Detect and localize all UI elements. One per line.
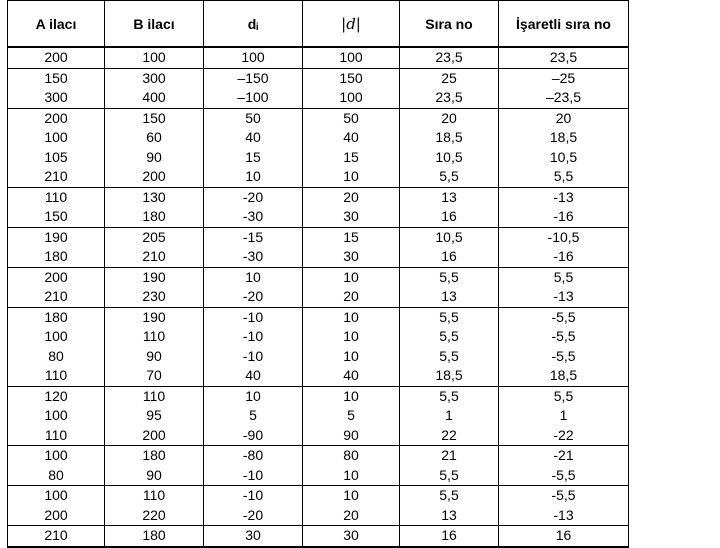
table-row <box>8 68 629 88</box>
cell-di: 50 <box>204 108 303 128</box>
cell-abs-d: 30 <box>303 207 400 227</box>
data-table-container <box>7 0 629 548</box>
cell-a-ilaci: 150 <box>8 68 105 88</box>
cell-a-ilaci: 200 <box>8 506 105 526</box>
cell-a-ilaci: 210 <box>8 287 105 307</box>
cell-a-ilaci: 110 <box>8 187 105 207</box>
table-row <box>8 167 629 187</box>
table-row <box>8 247 629 267</box>
cell-b-ilaci: 60 <box>105 128 204 148</box>
cell-sira-no: 16 <box>400 207 499 227</box>
cell-sira-no: 20 <box>400 108 499 128</box>
cell-b-ilaci: 210 <box>105 247 204 267</box>
cell-b-ilaci: 230 <box>105 287 204 307</box>
header-isaretli-sira-no: İşaretli sıra no <box>499 1 629 48</box>
cell-di: 30 <box>204 526 303 547</box>
cell-isaretli-sira-no: 10,5 <box>499 148 629 168</box>
header-a-ilaci: A ilacı <box>8 1 105 48</box>
cell-sira-no: 5,5 <box>400 307 499 327</box>
cell-abs-d: 150 <box>303 68 400 88</box>
table-row <box>8 426 629 446</box>
table-row <box>8 446 629 466</box>
table-row <box>8 466 629 486</box>
header-row <box>8 1 629 48</box>
cell-b-ilaci: 190 <box>105 267 204 287</box>
cell-di: -30 <box>204 247 303 267</box>
table-row <box>8 47 629 68</box>
table-row <box>8 506 629 526</box>
cell-isaretli-sira-no: 18,5 <box>499 366 629 386</box>
table-row <box>8 366 629 386</box>
cell-abs-d: 10 <box>303 486 400 506</box>
rank-table <box>7 0 629 548</box>
cell-di: 100 <box>204 47 303 68</box>
cell-abs-d: 10 <box>303 347 400 367</box>
cell-a-ilaci: 100 <box>8 128 105 148</box>
cell-isaretli-sira-no: -5,5 <box>499 466 629 486</box>
cell-isaretli-sira-no: 20 <box>499 108 629 128</box>
table-row <box>8 227 629 247</box>
cell-b-ilaci: 400 <box>105 88 204 108</box>
cell-a-ilaci: 100 <box>8 327 105 347</box>
table-row <box>8 307 629 327</box>
cell-isaretli-sira-no: -5,5 <box>499 327 629 347</box>
cell-sira-no: 23,5 <box>400 88 499 108</box>
table-row <box>8 207 629 227</box>
table-row <box>8 287 629 307</box>
cell-sira-no: 5,5 <box>400 267 499 287</box>
cell-b-ilaci: 70 <box>105 366 204 386</box>
table-row <box>8 486 629 506</box>
cell-di: –100 <box>204 88 303 108</box>
cell-isaretli-sira-no: -5,5 <box>499 347 629 367</box>
cell-di: -20 <box>204 187 303 207</box>
cell-a-ilaci: 110 <box>8 426 105 446</box>
cell-isaretli-sira-no: -5,5 <box>499 307 629 327</box>
cell-abs-d: 90 <box>303 426 400 446</box>
cell-b-ilaci: 180 <box>105 526 204 547</box>
cell-a-ilaci: 180 <box>8 247 105 267</box>
cell-a-ilaci: 80 <box>8 347 105 367</box>
cell-b-ilaci: 90 <box>105 466 204 486</box>
cell-di: 5 <box>204 406 303 426</box>
cell-abs-d: 20 <box>303 287 400 307</box>
cell-di: 10 <box>204 386 303 406</box>
cell-isaretli-sira-no: -21 <box>499 446 629 466</box>
cell-sira-no: 16 <box>400 247 499 267</box>
cell-isaretli-sira-no: 5,5 <box>499 386 629 406</box>
cell-di: -10 <box>204 486 303 506</box>
cell-sira-no: 13 <box>400 187 499 207</box>
cell-sira-no: 13 <box>400 287 499 307</box>
cell-sira-no: 21 <box>400 446 499 466</box>
cell-a-ilaci: 210 <box>8 526 105 547</box>
cell-b-ilaci: 180 <box>105 207 204 227</box>
cell-sira-no: 18,5 <box>400 366 499 386</box>
cell-b-ilaci: 200 <box>105 167 204 187</box>
cell-b-ilaci: 130 <box>105 187 204 207</box>
cell-isaretli-sira-no: -13 <box>499 187 629 207</box>
cell-sira-no: 18,5 <box>400 128 499 148</box>
cell-di: -30 <box>204 207 303 227</box>
cell-di: -80 <box>204 446 303 466</box>
cell-abs-d: 40 <box>303 128 400 148</box>
cell-abs-d: 30 <box>303 247 400 267</box>
cell-abs-d: 100 <box>303 47 400 68</box>
cell-a-ilaci: 100 <box>8 486 105 506</box>
cell-b-ilaci: 110 <box>105 486 204 506</box>
cell-isaretli-sira-no: -5,5 <box>499 486 629 506</box>
cell-b-ilaci: 200 <box>105 426 204 446</box>
cell-di: -20 <box>204 506 303 526</box>
cell-a-ilaci: 300 <box>8 88 105 108</box>
cell-sira-no: 22 <box>400 426 499 446</box>
table-body <box>8 47 629 547</box>
header-abs-d <box>303 1 400 48</box>
cell-di: -10 <box>204 466 303 486</box>
cell-di: -10 <box>204 327 303 347</box>
cell-a-ilaci: 110 <box>8 366 105 386</box>
cell-isaretli-sira-no: -13 <box>499 287 629 307</box>
table-row <box>8 187 629 207</box>
cell-b-ilaci: 205 <box>105 227 204 247</box>
cell-di: –150 <box>204 68 303 88</box>
cell-a-ilaci: 200 <box>8 47 105 68</box>
cell-a-ilaci: 180 <box>8 307 105 327</box>
cell-di: 15 <box>204 148 303 168</box>
cell-di: -15 <box>204 227 303 247</box>
cell-di: 10 <box>204 267 303 287</box>
cell-abs-d: 10 <box>303 327 400 347</box>
table-row <box>8 148 629 168</box>
cell-a-ilaci: 105 <box>8 148 105 168</box>
cell-sira-no: 10,5 <box>400 148 499 168</box>
cell-isaretli-sira-no: 18,5 <box>499 128 629 148</box>
cell-sira-no: 16 <box>400 526 499 547</box>
cell-isaretli-sira-no: 16 <box>499 526 629 547</box>
cell-abs-d: 10 <box>303 167 400 187</box>
cell-a-ilaci: 120 <box>8 386 105 406</box>
cell-abs-d: 10 <box>303 307 400 327</box>
cell-abs-d: 15 <box>303 148 400 168</box>
cell-abs-d: 20 <box>303 506 400 526</box>
cell-b-ilaci: 220 <box>105 506 204 526</box>
cell-abs-d: 5 <box>303 406 400 426</box>
cell-sira-no: 5,5 <box>400 466 499 486</box>
cell-isaretli-sira-no: –25 <box>499 68 629 88</box>
cell-sira-no: 5,5 <box>400 167 499 187</box>
cell-a-ilaci: 200 <box>8 108 105 128</box>
table-row <box>8 267 629 287</box>
cell-a-ilaci: 150 <box>8 207 105 227</box>
cell-b-ilaci: 90 <box>105 148 204 168</box>
cell-abs-d: 10 <box>303 386 400 406</box>
table-row <box>8 108 629 128</box>
table-row <box>8 128 629 148</box>
cell-isaretli-sira-no: –23,5 <box>499 88 629 108</box>
cell-isaretli-sira-no: 5,5 <box>499 267 629 287</box>
cell-a-ilaci: 190 <box>8 227 105 247</box>
cell-abs-d: 100 <box>303 88 400 108</box>
cell-a-ilaci: 210 <box>8 167 105 187</box>
cell-sira-no: 5,5 <box>400 386 499 406</box>
header-b-ilaci: B ilacı <box>105 1 204 48</box>
table-header <box>8 1 629 48</box>
cell-abs-d: 40 <box>303 366 400 386</box>
cell-abs-d: 80 <box>303 446 400 466</box>
header-abs-d-label: |d| <box>341 14 361 33</box>
table-row <box>8 386 629 406</box>
table-row <box>8 327 629 347</box>
cell-di: 40 <box>204 128 303 148</box>
cell-sira-no: 1 <box>400 406 499 426</box>
cell-sira-no: 5,5 <box>400 486 499 506</box>
cell-a-ilaci: 100 <box>8 446 105 466</box>
cell-sira-no: 25 <box>400 68 499 88</box>
cell-b-ilaci: 180 <box>105 446 204 466</box>
cell-a-ilaci: 100 <box>8 406 105 426</box>
cell-isaretli-sira-no: -16 <box>499 207 629 227</box>
cell-sira-no: 13 <box>400 506 499 526</box>
cell-b-ilaci: 100 <box>105 47 204 68</box>
cell-abs-d: 50 <box>303 108 400 128</box>
cell-isaretli-sira-no: -22 <box>499 426 629 446</box>
cell-abs-d: 15 <box>303 227 400 247</box>
cell-abs-d: 10 <box>303 466 400 486</box>
cell-sira-no: 23,5 <box>400 47 499 68</box>
cell-a-ilaci: 200 <box>8 267 105 287</box>
cell-b-ilaci: 110 <box>105 327 204 347</box>
table-row <box>8 406 629 426</box>
cell-b-ilaci: 300 <box>105 68 204 88</box>
cell-abs-d: 10 <box>303 267 400 287</box>
cell-sira-no: 5,5 <box>400 327 499 347</box>
cell-isaretli-sira-no: 1 <box>499 406 629 426</box>
cell-sira-no: 10,5 <box>400 227 499 247</box>
cell-isaretli-sira-no: -10,5 <box>499 227 629 247</box>
cell-di: -10 <box>204 347 303 367</box>
header-sira-no: Sıra no <box>400 1 499 48</box>
cell-b-ilaci: 190 <box>105 307 204 327</box>
cell-sira-no: 5,5 <box>400 347 499 367</box>
cell-isaretli-sira-no: 23,5 <box>499 47 629 68</box>
header-di: dᵢ <box>204 1 303 48</box>
cell-b-ilaci: 90 <box>105 347 204 367</box>
cell-di: -20 <box>204 287 303 307</box>
cell-di: 10 <box>204 167 303 187</box>
cell-b-ilaci: 95 <box>105 406 204 426</box>
cell-di: -90 <box>204 426 303 446</box>
cell-b-ilaci: 150 <box>105 108 204 128</box>
cell-b-ilaci: 110 <box>105 386 204 406</box>
cell-abs-d: 30 <box>303 526 400 547</box>
cell-abs-d: 20 <box>303 187 400 207</box>
table-row <box>8 347 629 367</box>
cell-isaretli-sira-no: -16 <box>499 247 629 267</box>
table-row <box>8 526 629 547</box>
cell-di: -10 <box>204 307 303 327</box>
cell-di: 40 <box>204 366 303 386</box>
cell-isaretli-sira-no: 5,5 <box>499 167 629 187</box>
cell-isaretli-sira-no: -13 <box>499 506 629 526</box>
cell-a-ilaci: 80 <box>8 466 105 486</box>
table-row <box>8 88 629 108</box>
